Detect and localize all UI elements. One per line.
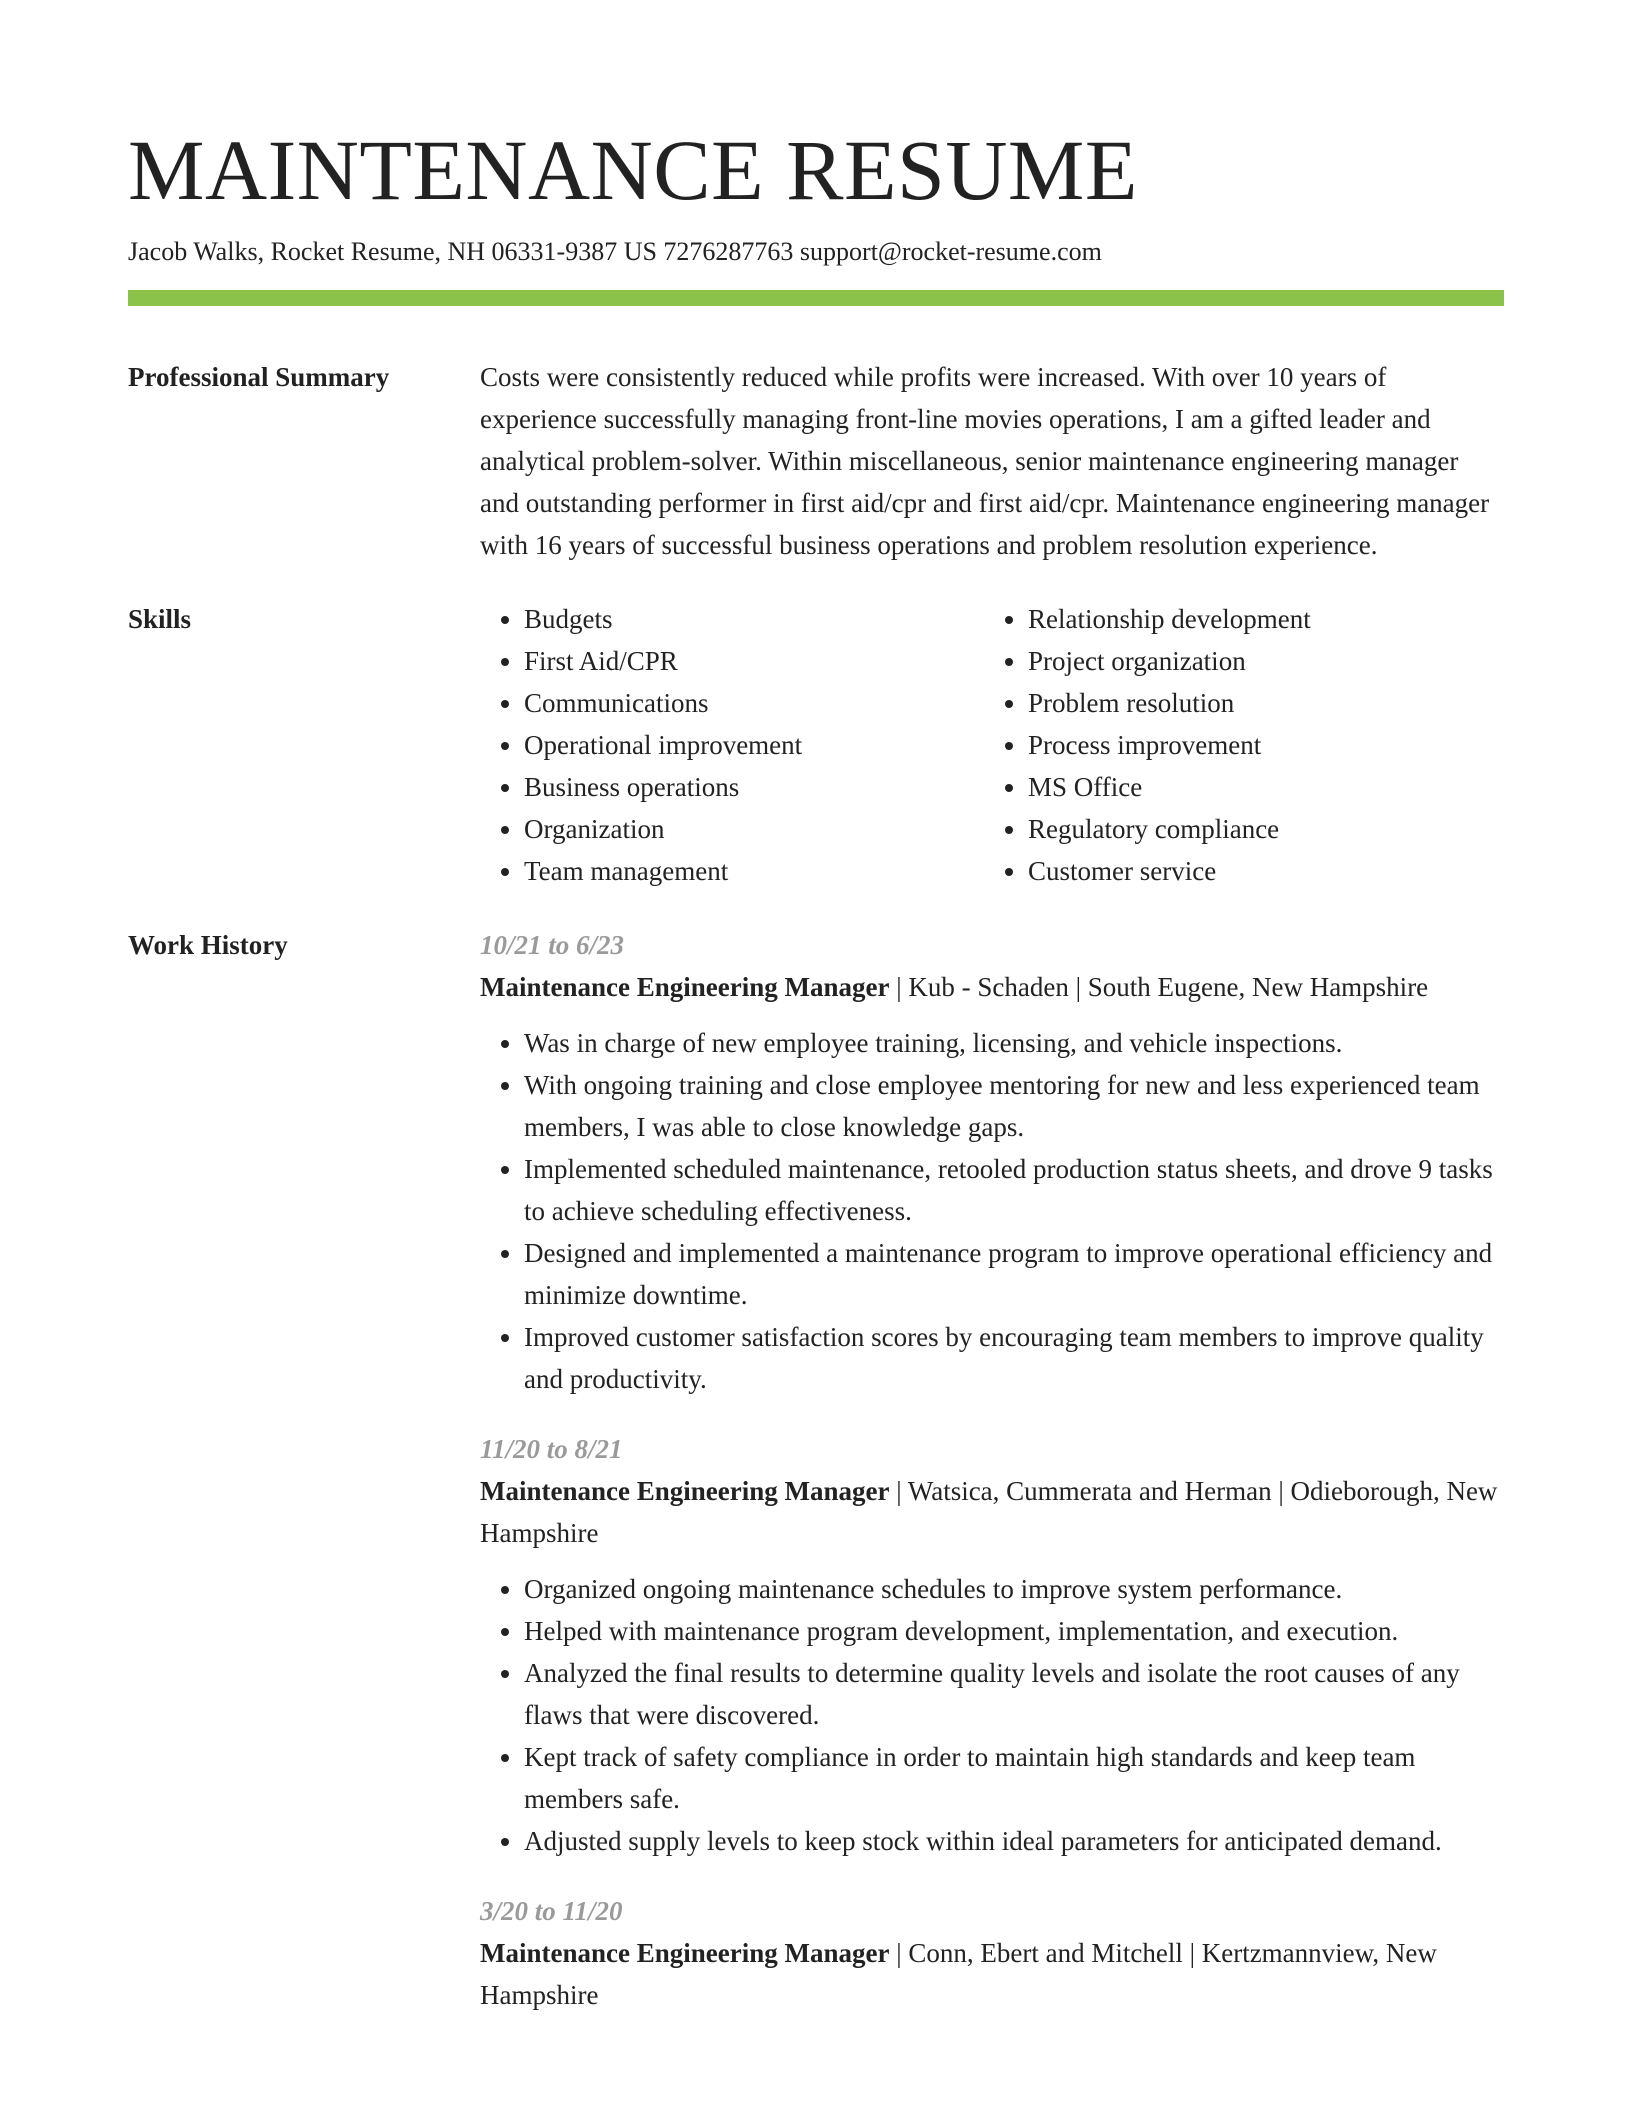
job-bullet: • Analyzed the final results to determine quality levels and isolate the root causes of any flaws that were discovered. (524, 1652, 1504, 1736)
summary-label: Professional Summary (128, 362, 390, 392)
skill-item: • Customer service (1028, 850, 1488, 892)
skills-list-left (480, 598, 984, 892)
skill-item: • Project organization (1028, 640, 1488, 682)
job-bullet: • With ongoing training and close employee mentoring for new and less experienced team members, I was able to close knowledge gaps. (524, 1064, 1504, 1148)
job-heading (480, 1932, 1504, 2016)
job-title: Maintenance Engineering Manager (480, 1938, 890, 1968)
job-entry (480, 924, 1504, 1400)
skill-item: • Relationship development (1028, 598, 1488, 640)
skill-item: • Problem resolution (1028, 682, 1488, 724)
work-history-label: Work History (128, 930, 288, 960)
job-dates: 11/20 to 8/21 (480, 1434, 623, 1464)
skill-item: • Process improvement (1028, 724, 1488, 766)
header-divider (128, 290, 1504, 306)
job-bullets (480, 1568, 1504, 1862)
job-details: | Kub - Schaden | South Eugene, New Hampshire (889, 972, 1429, 1002)
summary-section (128, 356, 1504, 566)
skill-item: • Organization (524, 808, 984, 850)
resume-page (128, 118, 1504, 2016)
skill-item: • Budgets (524, 598, 984, 640)
job-title: Maintenance Engineering Manager (480, 1476, 890, 1506)
skill-item: • Regulatory compliance (1028, 808, 1488, 850)
summary-text: Costs were consistently reduced while profits were increased. With over 10 years of experience successfully managing front-line movies operations, I am a gifted leader and analytical problem-solver. Within miscellaneous, senior maintenance engineering manager and outstanding performer in first aid/cpr and first aid/cpr. Maintenance engineering manager with 16 years of successful business operations and problem resolution experience. (480, 362, 1490, 560)
contact-line: Jacob Walks, Rocket Resume, NH 06331-9387 US 7276287763 support@rocket-resume.com (128, 237, 1102, 266)
skill-item: • Business operations (524, 766, 984, 808)
job-bullet: • Improved customer satisfaction scores by encouraging team members to improve quality and productivity. (524, 1316, 1504, 1400)
resume-title: MAINTENANCE RESUME (128, 122, 1138, 218)
job-heading (480, 966, 1504, 1008)
job-bullet: • Designed and implemented a maintenance program to improve operational efficiency and minimize downtime. (524, 1232, 1504, 1316)
job-dates: 10/21 to 6/23 (480, 930, 625, 960)
skills-label: Skills (128, 604, 192, 634)
job-details: | Conn, Ebert and Mitchell | Kertzmannview, New Hampshire (480, 1938, 1437, 2010)
job-bullet: • Organized ongoing maintenance schedules to improve system performance. (524, 1568, 1504, 1610)
work-history-section (128, 924, 1504, 2016)
skill-item: • First Aid/CPR (524, 640, 984, 682)
job-bullet: • Implemented scheduled maintenance, retooled production status sheets, and drove 9 tasks to achieve scheduling effectiveness. (524, 1148, 1504, 1232)
skills-list-right (984, 598, 1488, 892)
skill-item: • Communications (524, 682, 984, 724)
job-dates: 3/20 to 11/20 (480, 1896, 623, 1926)
job-bullets (480, 1022, 1504, 1400)
skill-item: • Team management (524, 850, 984, 892)
job-bullet: • Kept track of safety compliance in order to maintain high standards and keep team members safe. (524, 1736, 1504, 1820)
job-entry (480, 1890, 1504, 2016)
job-bullet: • Was in charge of new employee training, licensing, and vehicle inspections. (524, 1022, 1504, 1064)
skills-section (128, 598, 1504, 892)
job-title: Maintenance Engineering Manager (480, 972, 890, 1002)
job-heading (480, 1470, 1504, 1554)
skill-item: • Operational improvement (524, 724, 984, 766)
job-bullet: • Adjusted supply levels to keep stock within ideal parameters for anticipated demand. (524, 1820, 1504, 1862)
job-entry (480, 1428, 1504, 1862)
job-details: | Watsica, Cummerata and Herman | Odieborough, New Hampshire (480, 1476, 1498, 1548)
skill-item: • MS Office (1028, 766, 1488, 808)
job-bullet: • Helped with maintenance program development, implementation, and execution. (524, 1610, 1504, 1652)
